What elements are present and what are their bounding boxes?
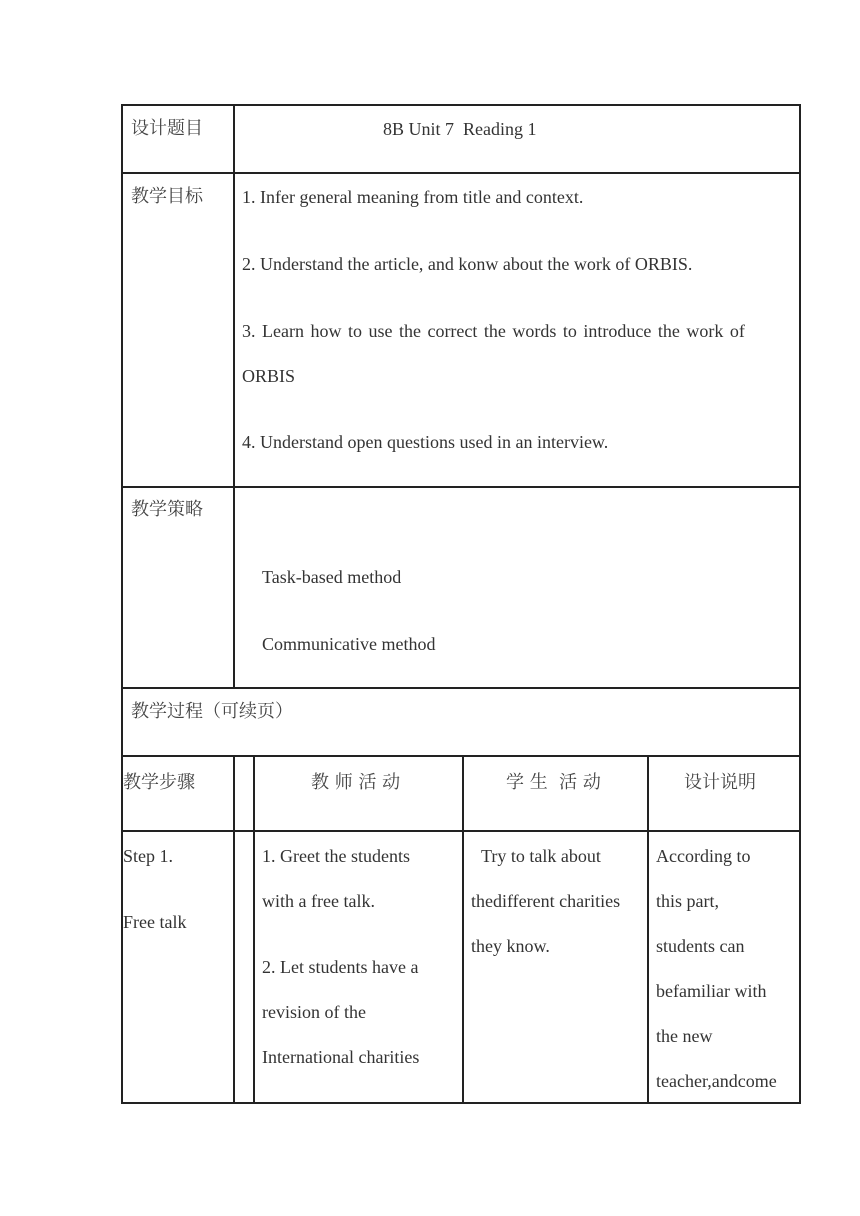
column-divider — [462, 755, 464, 1103]
design-note-line: According to — [656, 846, 751, 866]
strategy-item: Communicative method — [262, 634, 436, 654]
column-divider — [647, 755, 649, 1103]
objective-item: 3. Learn how to use the correct the words to introduce the work of — [242, 321, 745, 341]
label-column-divider — [233, 104, 235, 688]
table-border-bottom — [121, 1102, 801, 1104]
teacher-activity-line: with a free talk. — [262, 891, 375, 911]
row-divider — [121, 830, 801, 832]
teacher-activity-line: 2. Let students have a — [262, 957, 419, 977]
table-border-right — [799, 104, 801, 1103]
design-title-label: 设计题目 — [131, 118, 203, 139]
header-teacher-activity: 教 师 活 动 — [311, 772, 401, 793]
objective-item: 2. Understand the article, and konw about the work of ORBIS. — [242, 254, 693, 274]
design-note-line: this part, — [656, 891, 719, 911]
table-border-top — [121, 104, 801, 106]
row-divider — [121, 687, 801, 689]
design-note-line: the new — [656, 1026, 713, 1046]
student-activity-line: they know. — [471, 936, 550, 956]
student-activity-line: thedifferent charities — [471, 891, 621, 911]
row-divider — [121, 172, 801, 174]
design-title-value: 8B Unit 7 Reading 1 — [383, 119, 537, 139]
design-note-line: befamiliar with — [656, 981, 767, 1001]
column-divider — [253, 755, 255, 1103]
objectives-label: 教学目标 — [131, 186, 203, 207]
row-divider — [121, 755, 801, 757]
step-cell-line: Free talk — [123, 912, 187, 932]
strategy-item: Task-based method — [262, 567, 402, 587]
objective-item: ORBIS — [242, 366, 296, 386]
step-cell-line: Step 1. — [123, 846, 174, 866]
teacher-activity-line: 1. Greet the students — [262, 846, 410, 866]
column-divider — [233, 755, 235, 1103]
header-step: 教学步骤 — [123, 772, 195, 793]
process-label: 教学过程（可续页） — [131, 701, 293, 722]
design-note-line: teacher,andcome — [656, 1071, 777, 1091]
table-border-left — [121, 104, 123, 1103]
objective-item: 4. Understand open questions used in an interview. — [242, 432, 609, 452]
student-activity-line: Try to talk about — [481, 846, 601, 866]
teacher-activity-line: International charities — [262, 1047, 420, 1067]
objective-item: 1. Infer general meaning from title and context. — [242, 187, 584, 207]
strategy-label: 教学策略 — [131, 499, 203, 520]
teacher-activity-line: revision of the — [262, 1002, 366, 1022]
header-design-notes: 设计说明 — [684, 772, 756, 793]
header-student-activity: 学 生 活 动 — [506, 772, 601, 793]
row-divider — [121, 486, 801, 488]
design-note-line: students can — [656, 936, 745, 956]
